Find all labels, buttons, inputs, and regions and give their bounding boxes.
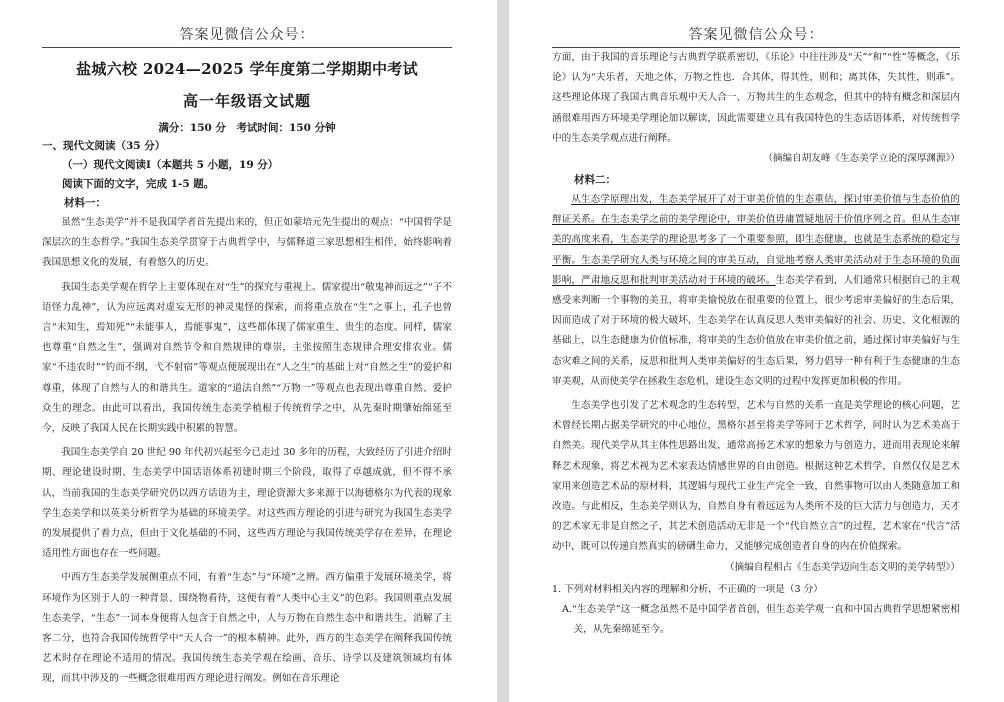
paragraph: 生态美学也引发了艺术观念的生态转型，艺术与自然的关系一直是美学理论的核心问题，艺术曾经长期占据美学研究的中心地位，黑格尔甚至将美学等同于艺术哲学，同时认为艺术美高于自然美。现代美学从其主体性思路出发，通常高扬艺术家的想象力与创造力，进而用表现论来解释艺术现象，将艺术视为艺术家表达情感世界的自由创造。根据这种艺术哲学，自然仅仅是艺术家用来创造艺术品的原材料，其逻辑与现代工业生产完全一致，自然事物可以由人类随意加工和改造。与此相反，生态美学则认为，自然自身有着远远为人类所不及的巨大活力与创造力，天才的艺术家无非是自然之子，其艺术创造活动无非是一个“代自然立言”的过程，艺术家在“代言”活动中，既可以传递自然真实的磅礴生命力，又能够完成创造者自身的内在价值探索。 [552, 400, 960, 553]
paragraph [552, 190, 960, 392]
exam-meta: 满分：150 分 考试时间：150 分钟 [158, 122, 336, 134]
question-stem: 1. 下列对材料相关内容的理解和分析，不正确的一项是（3 分） [552, 583, 823, 595]
exam-title: 盐城六校 2024—2025 学年度第二学期期中考试 [76, 60, 418, 78]
left-page [0, 0, 497, 702]
running-header: 答案见微信公众号： [552, 0, 960, 48]
paragraph: 我国生态美学观在哲学上主要体现在对“生”的探究与重视上。儒家提出“敬鬼神而远之”“子不语怪力乱神”，认为应远离对虚妄无形的神灵鬼怪的探索，而将重点放在“生”之事上，孔子也曾言“未知生，焉知死”“未能事人，焉能事鬼”，这些都体现了儒家重生、贵生的态度。同样，儒家也尊重“自然之生”，强调对自然节令和自然规律的尊崇，主张按照生态规律合理安排农业。儒家“不违农时”“钓而不纲，弋不射宿”等观点便展现出在“人之生”的基础上对“自然之生”的爱护和尊重，体现了自然与人的和谐共生。道家的“道法自然”“万物一”等观点也表现出尊重自然、爱护众生的理念。由此可以看出，我国传统生态美学植根于传统哲学之中，从先秦时期肇始绵延至今，反映了我国人民在长期实践中积累的智慧。 [42, 281, 452, 435]
material-one-label: 材料一： [64, 197, 106, 209]
paragraph-tail: 生态美学看到，人们通常只根据自己的主观感受来判断一个事物的美丑，将审美愉悦放在很重要的位置上，很少考虑审美偏好的生态后果，因而造成了对于环境的极大破坏，生态美学在认真反思人类审美偏好的社会、历史、文化根源的基础上，以生态健康为价值标准，将审美的生态价值放在审美价值之前，通过探讨审美偏好与生态灾难之间的关系，反思和批判人类审美偏好的生态后果，努力倡导一种有利于生态健康的生态审美观，从而使美学在拯救生态危机，建设生态文明的过程中发挥更加积极的作用。 [552, 274, 961, 387]
paragraph-continued: 方面，由于我国的音乐理论与古典哲学联系密切，《乐论》中往往涉及“天”“和”“性”等概念，《乐论》认为“夫乐者，天地之体，万物之性也．合其体，得其性，则和；离其体，失其性，则乖”。这些理论体现了我国古典音乐观中天人合一、万物共生的生态观念，但其中的特有概念和深层内涵很难用西方环境美学理论加以解读，因此需要建立具有我国特色的生态话语体系，对传统哲学中的生态美学观点进行阐释。 [552, 52, 960, 144]
source-citation: （摘编自程相占《生态美学迈向生态文明的美学转型》） [724, 561, 960, 573]
paragraph: 中西方生态美学发展侧重点不同，有着“生态”与“环境”之辨。西方偏重于发展环境美学，将环境作为区别于人的一种背景、围绕物看待，这便有着“人类中心主义”的色彩。我国则重点发展生态美学，“生态”一词本身便将人包含于自然之中，人与万物在自然生态中和谐共生，消解了主客二分，也符合我国传统哲学中“天人合一”的根本精神。此外，西方的生态美学在阐释我国传统艺术时存在理论不适用的情况。我国传统生态美学观在绘画、音乐、诗学以及建筑领域均有体现，而其中涉及的一些概念很难用西方理论进行阐发。例如在音乐理论 [42, 572, 452, 685]
answer-option: A.“生态美学”这一概念虽然不是中国学者首创，但生态美学观一直和中国古典哲学思想紧密相关，从先秦绵延至今。 [562, 603, 960, 635]
reading-instruction: 阅读下面的文字，完成 1-5 题。 [62, 178, 215, 190]
paragraph: 虽然“生态美学”并不是我国学者首先提出来的，但正如蒙培元先生提出的观点：“中国哲学是深层次的生态哲学。”我国生态美学贯穿于古典哲学中，与儒释道三家思想相生相伴，始终影响着我国思想文化的发展，有着悠久的历史。 [42, 217, 452, 269]
right-page [509, 0, 1004, 702]
exam-subtitle: 高一年级语文试题 [182, 92, 311, 110]
material-two-label: 材料二： [574, 174, 616, 187]
paragraph: 我国生态美学自 20 世纪 90 年代初兴起至今已走过 30 多年的历程，大致经历了引进介绍时期、理论建设时期、生态美学中国话语体系初建时期三个阶段，取得了卓越成就，但不得不承认，当前我国的生态美学研究仍以西方话语为主，理论资源大多来源于以海德格尔为代表的现象学生态美学和以英美分析哲学为基础的环境美学。对这些西方理论的引进与研究为我国生态美学的发展提供了着力点，但由于文化基础的不同，这些西方理论与我国传统美学存在差异，在理论适用性方面也存在一些问题。 [42, 447, 452, 560]
running-header: 答案见微信公众号： [42, 0, 452, 48]
underlined-passage: 从生态学原理出发，生态美学展开了对于审美价值的生态重估，探讨审美价值与生态价值的辩证关系。在生态美学之前的美学理论中，审美价值毋庸置疑地居于价值序列之首。但从生态审美的高度来看，生态美学的理论思考多了一个重要参照，即生态健康，也就是生态系统的稳定与平衡。生态美学研究人类与环境之间的审美互动，自觉地考察人类审美活动对于生态环境的负面影响，严肃地反思和批判审美活动对于环境的破坏。 [552, 194, 960, 286]
section-heading: 一、现代文阅读（35 分） [42, 140, 166, 152]
source-citation: （摘编自胡友峰《生态美学立论的深厚渊源》） [763, 153, 960, 165]
subsection-heading: （一）现代文阅读Ⅰ（本题共 5 小题，19 分） [62, 159, 279, 171]
